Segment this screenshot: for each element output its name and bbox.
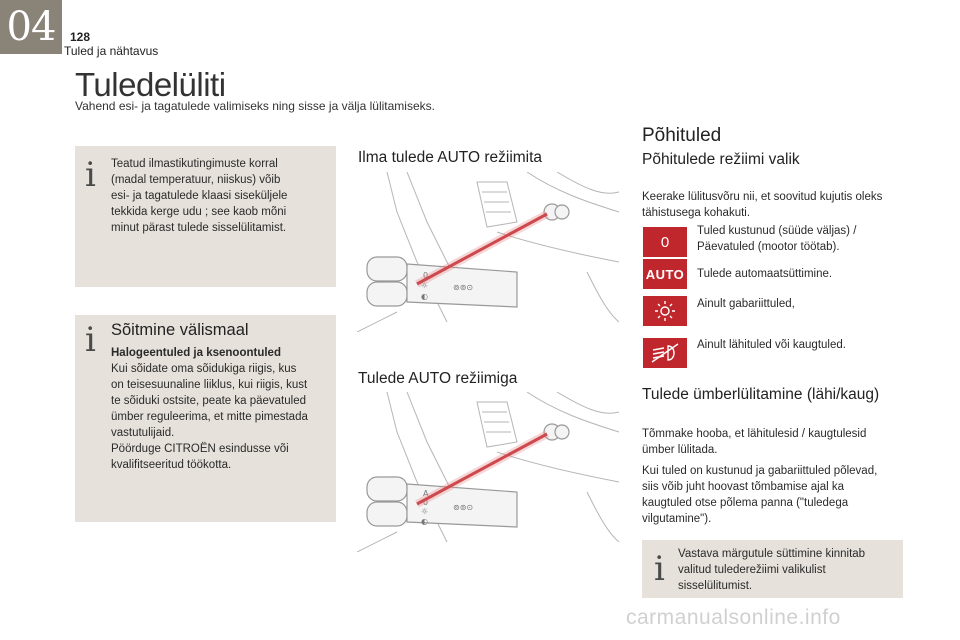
page-number: 128: [70, 30, 91, 44]
beam-switch-para-1: Tõmmake hooba, et lähitulesid / kaugtulesid ümber lülitada.: [642, 428, 867, 456]
mode-text-auto: Tulede automaatsüttimine.: [697, 268, 833, 280]
svg-text:◐: ◐: [421, 292, 428, 301]
beam-switch-para-2: Kui tuled on kustunud ja gabariittuled põlevad, siis võib juht hoovast tõmbamise ajal ka kaugtuled otse põlema panna ("tuledega vilgutamine").: [642, 465, 878, 525]
svg-text:◐: ◐: [421, 517, 428, 526]
mode-selection-intro: Keerake lülitusvõru nii, et soovitud kujutis oleks tähistusega kohakuti.: [642, 191, 883, 219]
svg-text:0: 0: [423, 271, 429, 280]
heading-no-auto: Ilma tulede AUTO režiimita: [358, 149, 543, 166]
beam-switch-heading: Tulede ümberlülitamine (lähi/kaug): [642, 386, 880, 403]
mode-selection-heading: Põhitulede režiimi valik: [642, 151, 800, 168]
svg-text:A: A: [423, 489, 429, 498]
light-switch-illustration-no-auto: [357, 172, 619, 332]
auto-mode-icon: AUTO: [643, 259, 687, 289]
mode-text-sidelights: Ainult gabariittuled,: [697, 298, 795, 310]
headlights-icon: [643, 338, 687, 368]
info-box-condensation: [75, 146, 336, 287]
info-icon: i: [654, 549, 665, 589]
svg-text:☼: ☼: [421, 507, 429, 516]
off-mode-icon: 0: [643, 227, 687, 257]
svg-text:0: 0: [423, 498, 429, 507]
mode-text-headlights: Ainult lähituled või kaugtuled.: [697, 339, 846, 351]
light-switch-illustration-auto: [357, 392, 619, 552]
svg-text:⊚⊚⊙: ⊚⊚⊙: [453, 503, 474, 512]
section-name: Tuled ja nähtavus: [64, 44, 159, 58]
main-beam-heading: Põhituled: [642, 125, 722, 146]
info-box-bold: Halogeentuled ja ksenoontuled: [111, 347, 281, 359]
chapter-number: 04: [0, 0, 62, 54]
page-title: Tuledelüliti: [75, 66, 226, 103]
info-box-text: Kui sõidate oma sõidukiga riigis, kus on teisesuunaline liiklus, kui riigis, kust te sõiduki ostsite, peate ka päevatuled ümber reguleerima, et mitte pimestada vastutulijaid. Pöörduge CITROËN esindusse või kvalifitseeritud töökotta.: [111, 363, 308, 471]
mode-text-off: Tuled kustunud (süüde väljas) / Päevatuled (mootor töötab).: [697, 225, 857, 253]
info-icon: i: [85, 320, 96, 360]
watermark: carmanualsonline.info: [626, 606, 841, 629]
info-box-text: Vastava märgutule süttimine kinnitab valitud tulederežiimi valikulist sisselülitumist.: [678, 548, 866, 592]
svg-text:⊚⊚⊙: ⊚⊚⊙: [453, 283, 474, 292]
info-box-abroad: [75, 315, 336, 522]
info-box-heading: Sõitmine välismaal: [111, 321, 249, 339]
info-icon: i: [85, 155, 96, 195]
info-box-indicator: [642, 540, 903, 598]
svg-text:☼: ☼: [421, 281, 429, 290]
page-subtitle: Vahend esi- ja tagatulede valimiseks ning sisse ja välja lülitamiseks.: [75, 99, 435, 113]
heading-with-auto: Tulede AUTO režiimiga: [358, 370, 518, 387]
info-box-text: Teatud ilmastikutingimuste korral (madal temperatuur, niiskus) võib esi- ja tagatulede klaasi siseküljele tekkida kerge udu ; see kaob mõni minut pärast tulede sisselülitamist.: [111, 158, 288, 234]
sidelights-icon: [643, 296, 687, 326]
